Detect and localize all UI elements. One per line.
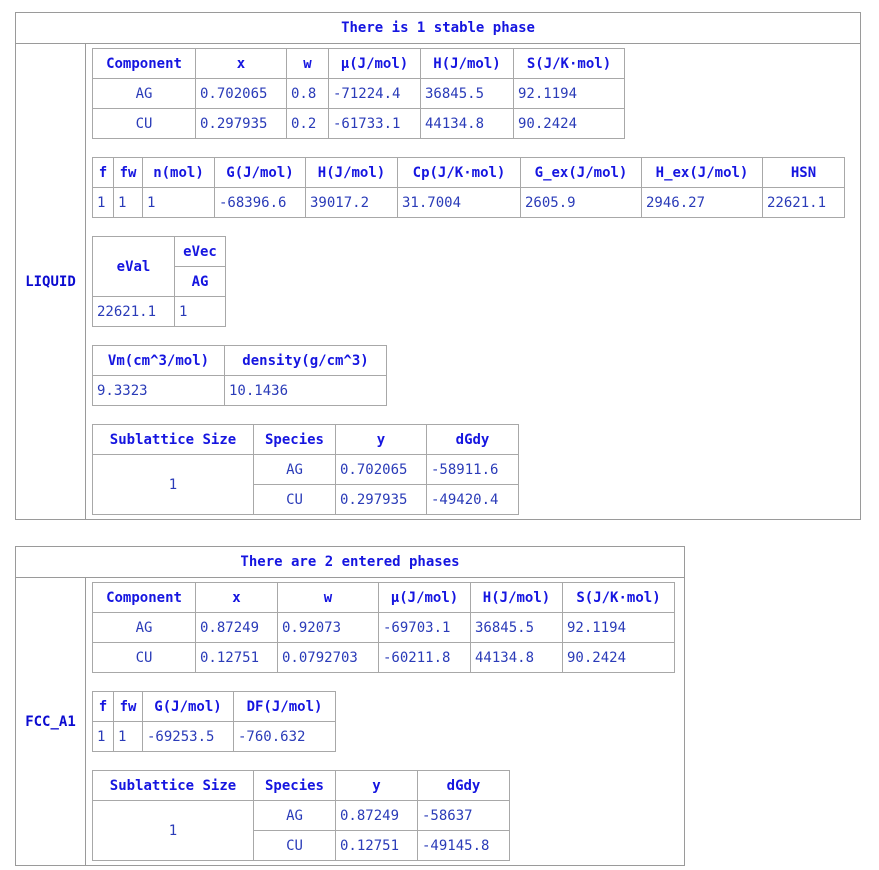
table-cell: 1	[114, 722, 143, 752]
table-cell: CU	[93, 643, 196, 673]
column-header: n(mol)	[143, 158, 215, 188]
table-cell: 0.2	[287, 109, 329, 139]
column-header: S(J/K·mol)	[563, 583, 675, 613]
table-cell: -49420.4	[427, 485, 519, 515]
table-header-row	[93, 425, 519, 455]
table-cell: 1	[93, 455, 254, 515]
table-row	[93, 643, 675, 673]
entered-phases-caption: There are 2 entered phases	[16, 547, 685, 578]
table-cell: 0.12751	[336, 831, 418, 861]
table-cell: AG	[93, 79, 196, 109]
column-header: G(J/mol)	[143, 692, 234, 722]
column-header: DF(J/mol)	[234, 692, 336, 722]
column-header: eVec	[175, 237, 226, 267]
table-cell: 31.7004	[398, 188, 521, 218]
phase-name-liquid: LIQUID	[16, 44, 86, 520]
column-header: G_ex(J/mol)	[521, 158, 642, 188]
table-cell: 0.0792703	[278, 643, 379, 673]
table-cell: 10.1436	[225, 376, 387, 406]
table-header-row	[93, 237, 226, 267]
table-cell: 0.87249	[196, 613, 278, 643]
eigen-table	[92, 236, 226, 327]
table-cell: -61733.1	[329, 109, 421, 139]
stable-phase-panel	[15, 12, 861, 520]
table-cell: 9.3323	[93, 376, 225, 406]
column-header: S(J/K·mol)	[514, 49, 625, 79]
column-header: Sublattice Size	[93, 771, 254, 801]
table-row	[93, 79, 625, 109]
table-cell: 1	[114, 188, 143, 218]
column-header: fw	[114, 692, 143, 722]
table-cell: -49145.8	[418, 831, 510, 861]
column-header: fw	[114, 158, 143, 188]
stable-phase-caption: There is 1 stable phase	[16, 13, 861, 44]
table-cell: -68396.6	[215, 188, 306, 218]
table-cell: 0.702065	[336, 455, 427, 485]
table-header-row	[93, 692, 336, 722]
table-row	[93, 188, 845, 218]
column-header: y	[336, 425, 427, 455]
column-header: f	[93, 158, 114, 188]
table-cell: 1	[175, 297, 226, 327]
table-cell: 0.297935	[196, 109, 287, 139]
table-cell: 92.1194	[563, 613, 675, 643]
table-cell: 0.297935	[336, 485, 427, 515]
column-header: H(J/mol)	[306, 158, 398, 188]
table-cell: 1	[93, 801, 254, 861]
table-header-row	[93, 583, 675, 613]
table-header-row	[93, 346, 387, 376]
table-cell: CU	[254, 485, 336, 515]
table-row	[93, 109, 625, 139]
table-cell: -69253.5	[143, 722, 234, 752]
table-cell: 22621.1	[93, 297, 175, 327]
phase-name-fcc-a1: FCC_A1	[16, 578, 86, 866]
column-header: G(J/mol)	[215, 158, 306, 188]
column-header: Species	[254, 771, 336, 801]
column-header: density(g/cm^3)	[225, 346, 387, 376]
table-cell: 92.1194	[514, 79, 625, 109]
table-cell: -60211.8	[379, 643, 471, 673]
column-header: H_ex(J/mol)	[642, 158, 763, 188]
column-header: H(J/mol)	[421, 49, 514, 79]
column-header: HSN	[763, 158, 845, 188]
entered-phases-panel	[15, 546, 685, 866]
column-header: dGdy	[418, 771, 510, 801]
table-row	[93, 722, 336, 752]
table-cell: 1	[93, 722, 114, 752]
fcc-phase-details	[86, 578, 685, 866]
table-cell: 0.92073	[278, 613, 379, 643]
table-cell: -760.632	[234, 722, 336, 752]
table-cell: 22621.1	[763, 188, 845, 218]
table-cell: -71224.4	[329, 79, 421, 109]
column-header: H(J/mol)	[471, 583, 563, 613]
column-header: μ(J/mol)	[379, 583, 471, 613]
column-header: Vm(cm^3/mol)	[93, 346, 225, 376]
table-cell: CU	[254, 831, 336, 861]
table-cell: 44134.8	[471, 643, 563, 673]
table-cell: CU	[93, 109, 196, 139]
table-cell: 1	[143, 188, 215, 218]
table-cell: 0.8	[287, 79, 329, 109]
table-cell: 39017.2	[306, 188, 398, 218]
table-row	[93, 376, 387, 406]
table-cell: -69703.1	[379, 613, 471, 643]
table-header-row	[93, 771, 510, 801]
table-cell: 36845.5	[421, 79, 514, 109]
table-cell: -58637	[418, 801, 510, 831]
phase-properties-table	[92, 691, 336, 752]
liquid-phase-details	[86, 44, 861, 520]
table-cell: 90.2424	[563, 643, 675, 673]
table-header-row	[93, 158, 845, 188]
column-header: Cp(J/K·mol)	[398, 158, 521, 188]
table-row	[93, 455, 519, 485]
table-row	[93, 297, 226, 327]
column-header: Sublattice Size	[93, 425, 254, 455]
table-cell: 1	[93, 188, 114, 218]
column-header: eVal	[93, 237, 175, 297]
column-header: Species	[254, 425, 336, 455]
column-header: w	[287, 49, 329, 79]
volume-table	[92, 345, 387, 406]
column-header: w	[278, 583, 379, 613]
component-table	[92, 48, 625, 139]
table-cell: 44134.8	[421, 109, 514, 139]
column-header: dGdy	[427, 425, 519, 455]
column-header: μ(J/mol)	[329, 49, 421, 79]
table-cell: 36845.5	[471, 613, 563, 643]
table-header-row	[93, 49, 625, 79]
table-cell: 0.702065	[196, 79, 287, 109]
table-cell: AG	[93, 613, 196, 643]
phase-properties-table	[92, 157, 845, 218]
column-header: Component	[93, 49, 196, 79]
column-header: Component	[93, 583, 196, 613]
table-cell: 90.2424	[514, 109, 625, 139]
column-header: AG	[175, 267, 226, 297]
table-cell: AG	[254, 801, 336, 831]
component-table	[92, 582, 675, 673]
sublattice-table	[92, 424, 519, 515]
column-header: f	[93, 692, 114, 722]
sublattice-table	[92, 770, 510, 861]
column-header: x	[196, 583, 278, 613]
table-cell: AG	[254, 455, 336, 485]
column-header: x	[196, 49, 287, 79]
table-cell: 2605.9	[521, 188, 642, 218]
table-cell: -58911.6	[427, 455, 519, 485]
table-row	[93, 801, 510, 831]
table-row	[93, 613, 675, 643]
table-cell: 0.87249	[336, 801, 418, 831]
table-cell: 0.12751	[196, 643, 278, 673]
table-cell: 2946.27	[642, 188, 763, 218]
column-header: y	[336, 771, 418, 801]
